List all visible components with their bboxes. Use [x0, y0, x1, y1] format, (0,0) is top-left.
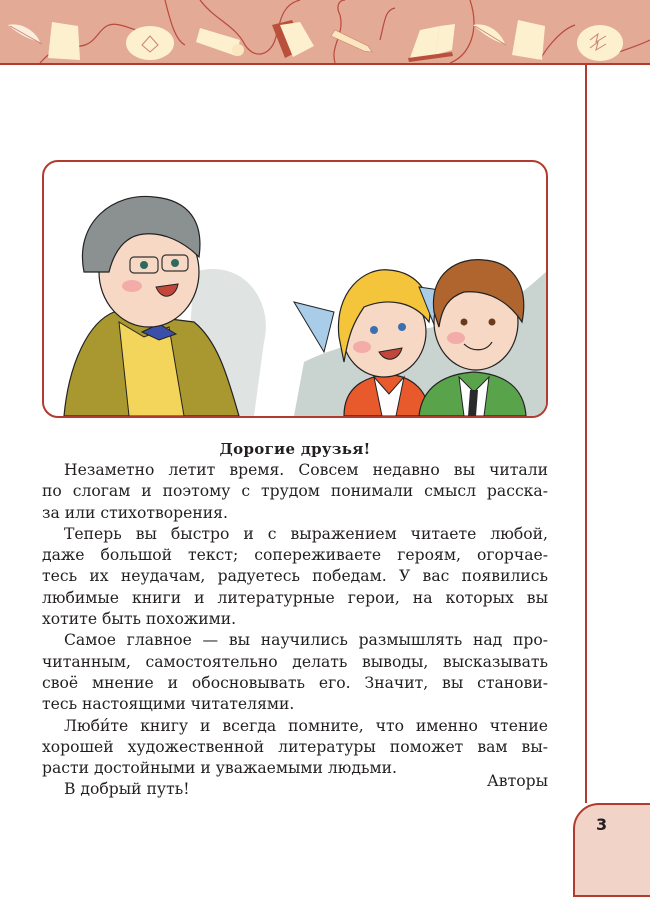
quill-icon: [8, 24, 42, 44]
teacher-and-children-illustration: [44, 162, 546, 416]
text-line: расти достойными и уважаемыми людьми.: [42, 759, 397, 778]
signature: Авторы: [487, 772, 548, 790]
text-line: хорошей художественной литературы поможет вам вы-: [42, 737, 548, 756]
text-line: своё мнение и обосновывать его. Значит, вы станови-: [42, 673, 548, 692]
text-line: по слогам и поэтому с трудом понимали смысл расска-: [42, 482, 548, 501]
round-emblem-icon: [126, 26, 174, 60]
text-line: Теперь вы быстро и с выражением читаете любой,: [64, 524, 548, 543]
illustration-frame: [42, 160, 548, 418]
text-line: за или стихотворения.: [42, 503, 228, 522]
text-line: любимые книги и литературные герои, на которых вы: [42, 588, 548, 607]
page-margin-rule: [585, 65, 587, 803]
text-line: тесь их неудачам, радуетесь победам. У вас появились: [42, 567, 548, 586]
text-line: Самое главное — вы научились размышлять над про-: [64, 631, 548, 650]
open-book-icon: [408, 24, 455, 62]
quill-icon: [473, 24, 506, 45]
header-decorative-band: [0, 0, 650, 65]
paper-sheet-icon: [48, 22, 80, 60]
text-line: В добрый путь!: [64, 780, 190, 799]
round-emblem-icon: [577, 25, 623, 61]
header-decorations: [0, 0, 650, 63]
page-number-tab: [573, 803, 650, 897]
article-body: [42, 460, 548, 801]
scroll-icon: [196, 28, 244, 56]
paragraph-1: [42, 460, 548, 524]
paragraph-4: [42, 716, 548, 780]
text-line: Люби́те книгу и всегда помните, что именно чтение: [64, 716, 548, 735]
text-line: читанным, самостоятельно делать выводы, высказывать: [42, 652, 548, 671]
text-line: даже большой текст; сопереживаете героям, огорчае-: [42, 546, 548, 565]
books-icon: [272, 20, 314, 58]
text-line: хотите быть похожими.: [42, 610, 237, 629]
paragraph-3: [42, 630, 548, 715]
page-number: 3: [596, 815, 608, 834]
paper-sheet-icon: [512, 20, 545, 60]
paragraph-2: [42, 524, 548, 630]
text-line: тесь настоящими читателями.: [42, 695, 295, 714]
text-line: Незаметно летит время. Совсем недавно вы читали: [64, 461, 548, 479]
article-title: Дорогие друзья!: [219, 440, 371, 458]
